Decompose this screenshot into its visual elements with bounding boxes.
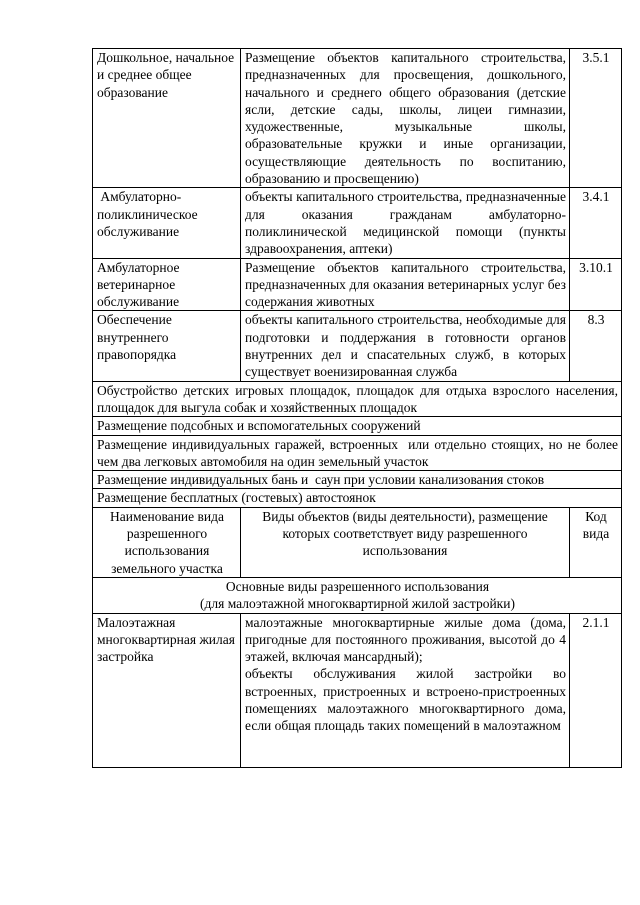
auxiliary-use-cell: Размещение подсобных и вспомогательных сооружений xyxy=(93,417,622,435)
table-header-row xyxy=(93,507,622,577)
use-name-cell: Малоэтажная многоквартирная жилая застройка xyxy=(93,613,241,767)
table-row xyxy=(93,258,622,311)
auxiliary-use-cell: Обустройство детских игровых площадок, площадок для отдыха взрослого населения, площадок для выгула собак и хозяйственных площадок xyxy=(93,381,622,417)
table-row xyxy=(93,417,622,435)
section-row xyxy=(93,577,622,613)
header-objects: Виды объектов (виды деятельности), размещение которых соответствует виду разрешенного использования xyxy=(241,507,570,577)
use-description-cell: объекты капитального строительства, необходимые для подготовки и поддержания в готовности органов внутренних дел и спасательных служб, в которых существует военизированная служба xyxy=(241,311,570,381)
auxiliary-use-cell: Размещение бесплатных (гостевых) автостоянок xyxy=(93,489,622,507)
use-description-cell: Размещение объектов капитального строительства, предназначенных для оказания ветеринарных услуг без содержания животных xyxy=(241,258,570,311)
use-code-cell: 8.3 xyxy=(570,311,622,381)
use-name-cell: Дошкольное, начальное и среднее общее образование xyxy=(93,49,241,188)
header-code: Код вида xyxy=(570,507,622,577)
header-use-name: Наименование вида разрешенного использования земельного участка xyxy=(93,507,241,577)
table-row xyxy=(93,49,622,188)
table-row xyxy=(93,311,622,381)
use-code-cell: 3.10.1 xyxy=(570,258,622,311)
use-code-cell: 2.1.1 xyxy=(570,613,622,767)
use-description-cell: Размещение объектов капитального строительства, предназначенных для просвещения, дошкольного, начального и среднего общего образования (детские ясли, детские сады, школы, лицеи гимназии, художественные, музыкальные школы, образовательные кружки и иные организации, осуществляющие деятельность по воспитанию, образованию и просвещению) xyxy=(241,49,570,188)
description-part: объекты обслуживания жилой застройки во встроенных, пристроенных и встроено-пристроенных помещениях малоэтажного многоквартирного дома, если общая площадь таких помещений в малоэтажном xyxy=(245,666,566,734)
table-row xyxy=(93,471,622,489)
use-name-cell: Обеспечение внутреннего правопорядка xyxy=(93,311,241,381)
use-name-cell: Амбулаторное ветеринарное обслуживание xyxy=(93,258,241,311)
table-row xyxy=(93,613,622,767)
table-row xyxy=(93,489,622,507)
section-title xyxy=(93,577,622,613)
use-description-cell xyxy=(241,613,570,767)
auxiliary-use-cell: Размещение индивидуальных гаражей, встроенных или отдельно стоящих, но не более чем два легковых автомобиля на один земельный участок xyxy=(93,435,622,471)
land-use-table xyxy=(92,48,625,768)
description-part: малоэтажные многоквартирные жилые дома (дома, пригодные для постоянного проживания, высотой до 4 этажей, включая мансардный); xyxy=(245,614,566,665)
use-description-cell: объекты капитального строительства, предназначенные для оказания гражданам амбулаторно-поликлинической медицинской помощи (пункты здравоохранения, аптеки) xyxy=(241,188,570,258)
auxiliary-use-cell: Размещение индивидуальных бань и саун при условии канализования стоков xyxy=(93,471,622,489)
section-title-line1: Основные виды разрешенного использования xyxy=(225,578,490,594)
section-title-line2: (для малоэтажной многоквартирной жилой застройки) xyxy=(200,596,515,612)
use-name-cell: Амбулаторно-поликлиническое обслуживание xyxy=(93,188,241,258)
table-row xyxy=(93,435,622,471)
table-row xyxy=(93,188,622,258)
table-row xyxy=(93,381,622,417)
use-code-cell: 3.4.1 xyxy=(570,188,622,258)
use-code-cell: 3.5.1 xyxy=(570,49,622,188)
